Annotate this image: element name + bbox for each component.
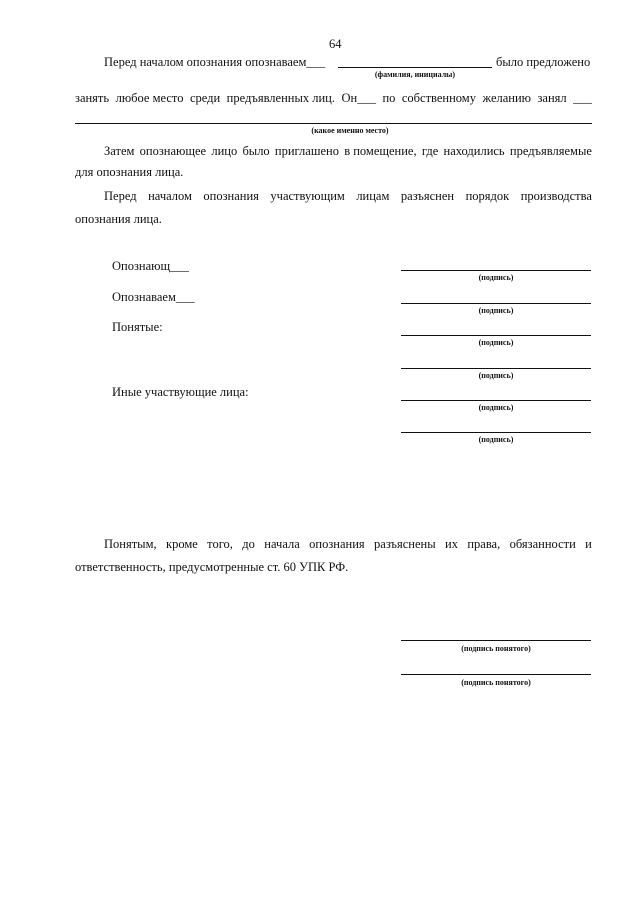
name-blank-line — [338, 67, 492, 68]
signature-caption: (подпись) — [478, 306, 514, 315]
para2-line1-word: опознающее — [139, 144, 207, 158]
para1-line2-word: предъявленных лиц. — [226, 91, 335, 105]
caption-place: (какое именно место) — [311, 126, 389, 135]
para2-line1 — [104, 144, 592, 159]
signature-line-identifier — [401, 270, 591, 271]
witnesses-label: Понятые: — [112, 320, 163, 334]
para4-line1-word: и — [585, 537, 592, 551]
para1-line2-word: любое место — [115, 91, 184, 105]
para2-line1-word: находились — [443, 144, 505, 158]
signature-caption: (подпись) — [478, 338, 514, 347]
para3-line1-word: участвующим — [270, 189, 345, 203]
para4-line1-word: опознания — [309, 537, 365, 551]
para4-line1-word: их — [445, 537, 458, 551]
para3-line1-word: производства — [520, 189, 592, 203]
signature-caption: (подпись) — [478, 371, 514, 380]
para4-line1-word: разъяснены — [374, 537, 436, 551]
para3-line1-word: началом — [148, 189, 192, 203]
para1-line2-word: Он___ — [341, 91, 376, 105]
para4-line2: ответственность, предусмотренные ст. 60 УПК РФ. — [75, 560, 349, 574]
para2-line1-word: приглашено — [274, 144, 339, 158]
para1-line2-word: занять — [75, 91, 110, 105]
identifier-label: Опознающ___ — [112, 259, 189, 273]
para1-line2-word: собственному — [401, 91, 476, 105]
para1-line2-word: среди — [189, 91, 221, 105]
caption-name: (фамилия, инициалы) — [374, 70, 456, 79]
para2-line1-word: лицо — [211, 144, 238, 158]
signature-line-witness-1 — [401, 335, 591, 336]
para4-line1-word: начала — [264, 537, 300, 551]
para2-line1-word: было — [242, 144, 270, 158]
signature-line-witness-2 — [401, 368, 591, 369]
para3-line1-word: Перед — [104, 189, 137, 203]
para4-line1-word: Понятым, — [104, 537, 157, 551]
para1-line2-word: занял — [537, 91, 567, 105]
witness-signature-caption: (подпись понятого) — [461, 678, 531, 687]
para2-line1-word: предъявляемые — [509, 144, 592, 158]
para2-line1-word: где — [421, 144, 439, 158]
para2-line1-word: Затем — [104, 144, 135, 158]
para3-line1-word: лицам — [356, 189, 390, 203]
para3-line2: опознания лица. — [75, 212, 162, 226]
identified-label: Опознаваем___ — [112, 290, 195, 304]
para2-line2: для опознания лица. — [75, 165, 184, 179]
signature-caption: (подпись) — [478, 273, 514, 282]
para1-line1-left: Перед началом опознания опознаваем___ — [104, 55, 326, 69]
para2-line1-word: в помещение, — [344, 144, 417, 158]
page-number: 64 — [329, 37, 342, 51]
para1-line2-word: по — [382, 91, 396, 105]
para1-line2-word: желанию — [482, 91, 531, 105]
para1-line2 — [75, 91, 592, 106]
para4-line1 — [104, 537, 592, 552]
others-label: Иные участвующие лица: — [112, 385, 249, 399]
para3-line1-word: опознания — [203, 189, 259, 203]
para4-line1-word: того, — [207, 537, 233, 551]
signature-line-other-2 — [401, 432, 591, 433]
place-blank-line — [75, 123, 592, 124]
witness-signature-line-2 — [401, 674, 591, 675]
signature-caption: (подпись) — [478, 403, 514, 412]
para3-line1-word: разъяснен — [400, 189, 455, 203]
para4-line1-word: права, — [467, 537, 501, 551]
para4-line1-word: кроме — [166, 537, 198, 551]
para4-line1-word: до — [242, 537, 255, 551]
para3-line1-word: порядок — [465, 189, 510, 203]
signature-line-other-1 — [401, 400, 591, 401]
signature-caption: (подпись) — [478, 435, 514, 444]
para1-line2-word: ___ — [573, 91, 592, 105]
para1-line1-right: было предложено — [496, 55, 591, 69]
para3-line1 — [104, 189, 592, 204]
para4-line1-word: обязанности — [509, 537, 576, 551]
witness-signature-line-1 — [401, 640, 591, 641]
signature-line-identified — [401, 303, 591, 304]
witness-signature-caption: (подпись понятого) — [461, 644, 531, 653]
